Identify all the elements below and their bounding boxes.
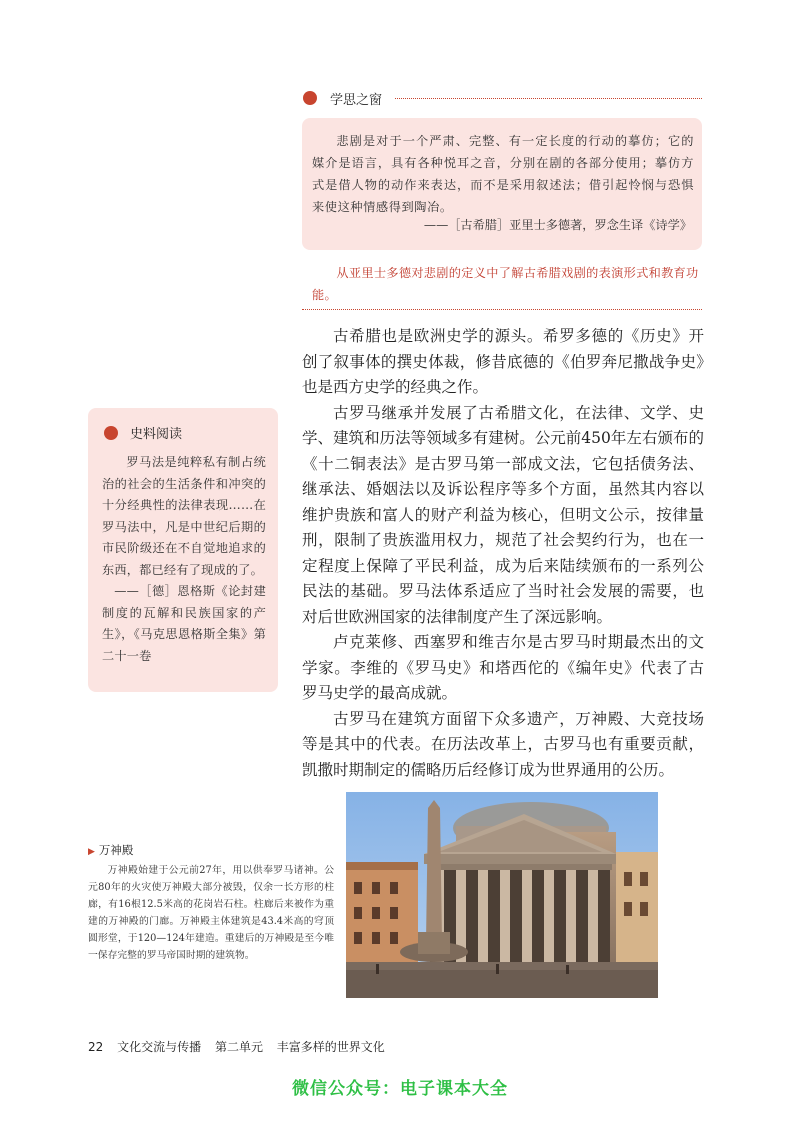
section-divider xyxy=(395,98,702,99)
unit-title: 丰富多样的世界文化 xyxy=(276,1040,385,1054)
thinking-window-title: 学思之窗 xyxy=(330,93,383,108)
bullet-dot-icon xyxy=(303,91,317,105)
bullet-dot-icon xyxy=(104,426,118,440)
figure-title: 万神殿 xyxy=(98,843,134,857)
page-number: 22 xyxy=(88,1040,104,1054)
source-reading-content xyxy=(102,452,266,667)
body-paragraph: 古罗马在建筑方面留下众多遗产，万神殿、大竞技场等是其中的代表。在历法改革上，古罗马也有重要贡献，凯撒时期制定的儒略历后经修订成为世界通用的公历。 xyxy=(302,709,704,779)
pantheon-photo xyxy=(346,792,658,998)
thinking-window-source: ——［古希腊］亚里士多德著，罗念生译《诗学》 xyxy=(423,218,692,232)
body-paragraph: 古希腊也是欧洲史学的源头。希罗多德的《历史》开创了叙事体的撰史体裁，修昔底德的《伯罗奔尼撒战争史》也是西方史学的经典之作。 xyxy=(302,327,704,396)
thinking-window-quote-box xyxy=(302,118,702,250)
wechat-watermark: 微信公众号：电子课本大全 xyxy=(292,1079,508,1099)
page-footer xyxy=(88,1038,395,1055)
source-reading-source: ——［德］恩格斯《论封建制度的瓦解和民族国家的产生》，《马克思恩格斯全集》第二十一卷 xyxy=(102,584,266,663)
source-reading-title: 史料阅读 xyxy=(130,427,183,442)
body-paragraph: 古罗马继承并发展了古希腊文化，在法律、文学、史学、建筑和历法等领域多有建树。公元前450年左右颁布的《十二铜表法》是古罗马第一部成文法，它包括债务法、继承法、婚姻法以及诉讼程序等多个方面，虽然其内容以维护贵族和富人的财产利益为核心，但明文公示，按律量刑，限制了贵族滥用权力，规范了社会契约行为，也在一定程度上保障了平民利益，成为后来陆续颁布的一系列公民法的基础。罗马法体系适应了当时社会发展的需要，也对后世欧洲国家的法律制度产生了深远影响。 xyxy=(302,403,704,626)
source-reading-text: 罗马法是纯粹私有制占统治的社会的生活条件和冲突的十分经典性的法律表现……在罗马法中，凡是中世纪后期的市民阶级还在不自觉地追求的东西，都已经有了现成的了。 xyxy=(102,455,266,577)
thinking-window-header xyxy=(300,88,702,110)
section-divider-bottom xyxy=(302,309,702,310)
figure-caption-text: 万神殿始建于公元前27年，用以供奉罗马诸神。公元80年的火灾使万神殿大部分被毁，仅余一长方形的柱廊，有16根12.5米高的花岗岩石柱。柱廊后来被作为重建的万神殿的门廊。万神殿主体建筑是43.4米高的穹顶圆形堂，于120—124年建造。重建后的万神殿是至今唯一保存完整的罗马帝国时期的建筑物。 xyxy=(88,865,334,961)
thinking-window-task: 从亚里士多德对悲剧的定义中了解古希腊戏剧的表演形式和教育功能。 xyxy=(312,266,699,302)
source-reading-box xyxy=(88,408,278,692)
unit-number: 第二单元 xyxy=(214,1040,263,1054)
main-body-text xyxy=(302,324,704,783)
pantheon-illustration xyxy=(346,792,658,998)
triangle-pointer-icon: ▶ xyxy=(88,847,95,857)
book-title: 文化交流与传播 xyxy=(117,1040,202,1054)
thinking-window-quote: 悲剧是对于一个严肃、完整、有一定长度的行动的摹仿；它的媒介是语言，具有各种悦耳之音，分别在剧的各部分使用；摹仿方式是借人物的动作来表达，而不是采用叙述法；借引起怜悯与恐惧来使这种情感得到陶冶。 xyxy=(312,134,694,214)
figure-caption-title xyxy=(88,842,133,858)
body-paragraph: 卢克莱修、西塞罗和维吉尔是古罗马时期最杰出的文学家。李维的《罗马史》和塔西佗的《编年史》代表了古罗马史学的最高成就。 xyxy=(302,633,704,702)
